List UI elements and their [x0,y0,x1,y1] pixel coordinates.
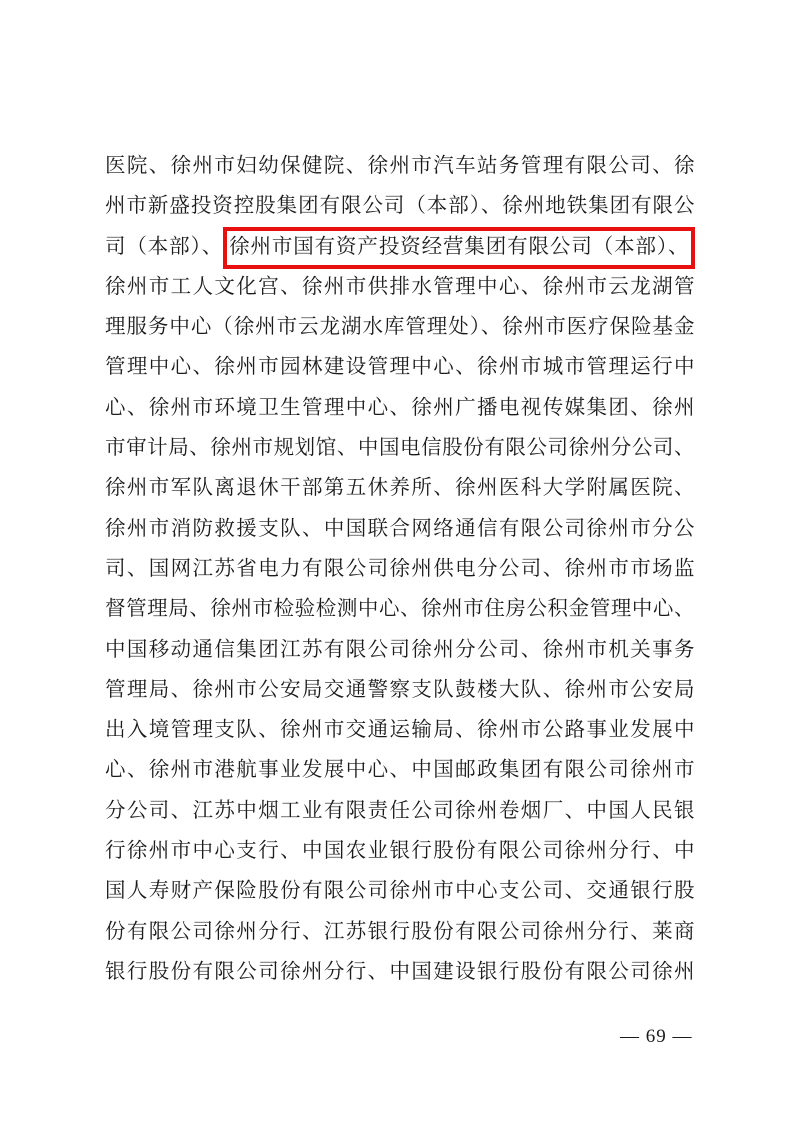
text-line: 银行股份有限公司徐州分行、中国建设银行股份有限公司徐州 [105,960,695,983]
text-line: 管理局、徐州市公安局交通警察支队鼓楼大队、徐州市公安局 [105,678,695,701]
text-line: 州市新盛投资控股集团有限公司（本部）、徐州地铁集团有限公 [105,195,695,218]
text-line: 份有限公司徐州分行、江苏银行股份有限公司徐州分行、莱商 [105,920,695,943]
text-line: 管理中心、徐州市园林建设管理中心、徐州市城市管理运行中 [105,356,695,379]
text-line: 行徐州市中心支行、中国农业银行股份有限公司徐州分行、中 [105,840,695,863]
text-line: 徐州市工人文化宫、徐州市供排水管理中心、徐州市云龙湖管 [105,275,695,298]
page-number: — 69 — [620,1026,693,1047]
highlight-prefix-text: 司（本部）、 [105,235,224,258]
text-line: 理服务中心（徐州市云龙湖水库管理处）、徐州市医疗保险基金 [105,316,695,339]
text-line: 医院、徐州市妇幼保健院、徐州市汽车站务管理有限公司、徐 [105,155,695,177]
text-line: 中国移动通信集团江苏有限公司徐州分公司、徐州市机关事务 [105,638,695,661]
text-line: 徐州市军队离退休干部第五休养所、徐州医科大学附属医院、 [105,477,695,500]
highlight-box: 徐州市国有资产投资经营集团有限公司（本部）、 [223,227,695,269]
text-line: 司、国网江苏省电力有限公司徐州供电分公司、徐州市市场监 [105,557,695,580]
text-line-with-highlight [105,227,695,267]
text-line: 心、徐州市港航事业发展中心、中国邮政集团有限公司徐州市 [105,759,695,782]
text-line: 心、徐州市环境卫生管理中心、徐州广播电视传媒集团、徐州 [105,396,695,419]
text-line: 督管理局、徐州市检验检测中心、徐州市住房公积金管理中心、 [105,598,695,621]
text-line: 徐州市消防救援支队、中国联合网络通信有限公司徐州市分公 [105,517,695,540]
text-line: 分公司、江苏中烟工业有限责任公司徐州卷烟厂、中国人民银 [105,799,695,822]
body-text-block [105,146,695,992]
text-line: 市审计局、徐州市规划馆、中国电信股份有限公司徐州分公司、 [105,437,695,460]
text-line: 国人寿财产保险股份有限公司徐州市中心支公司、交通银行股 [105,880,695,903]
text-line: 出入境管理支队、徐州市交通运输局、徐州市公路事业发展中 [105,719,695,742]
